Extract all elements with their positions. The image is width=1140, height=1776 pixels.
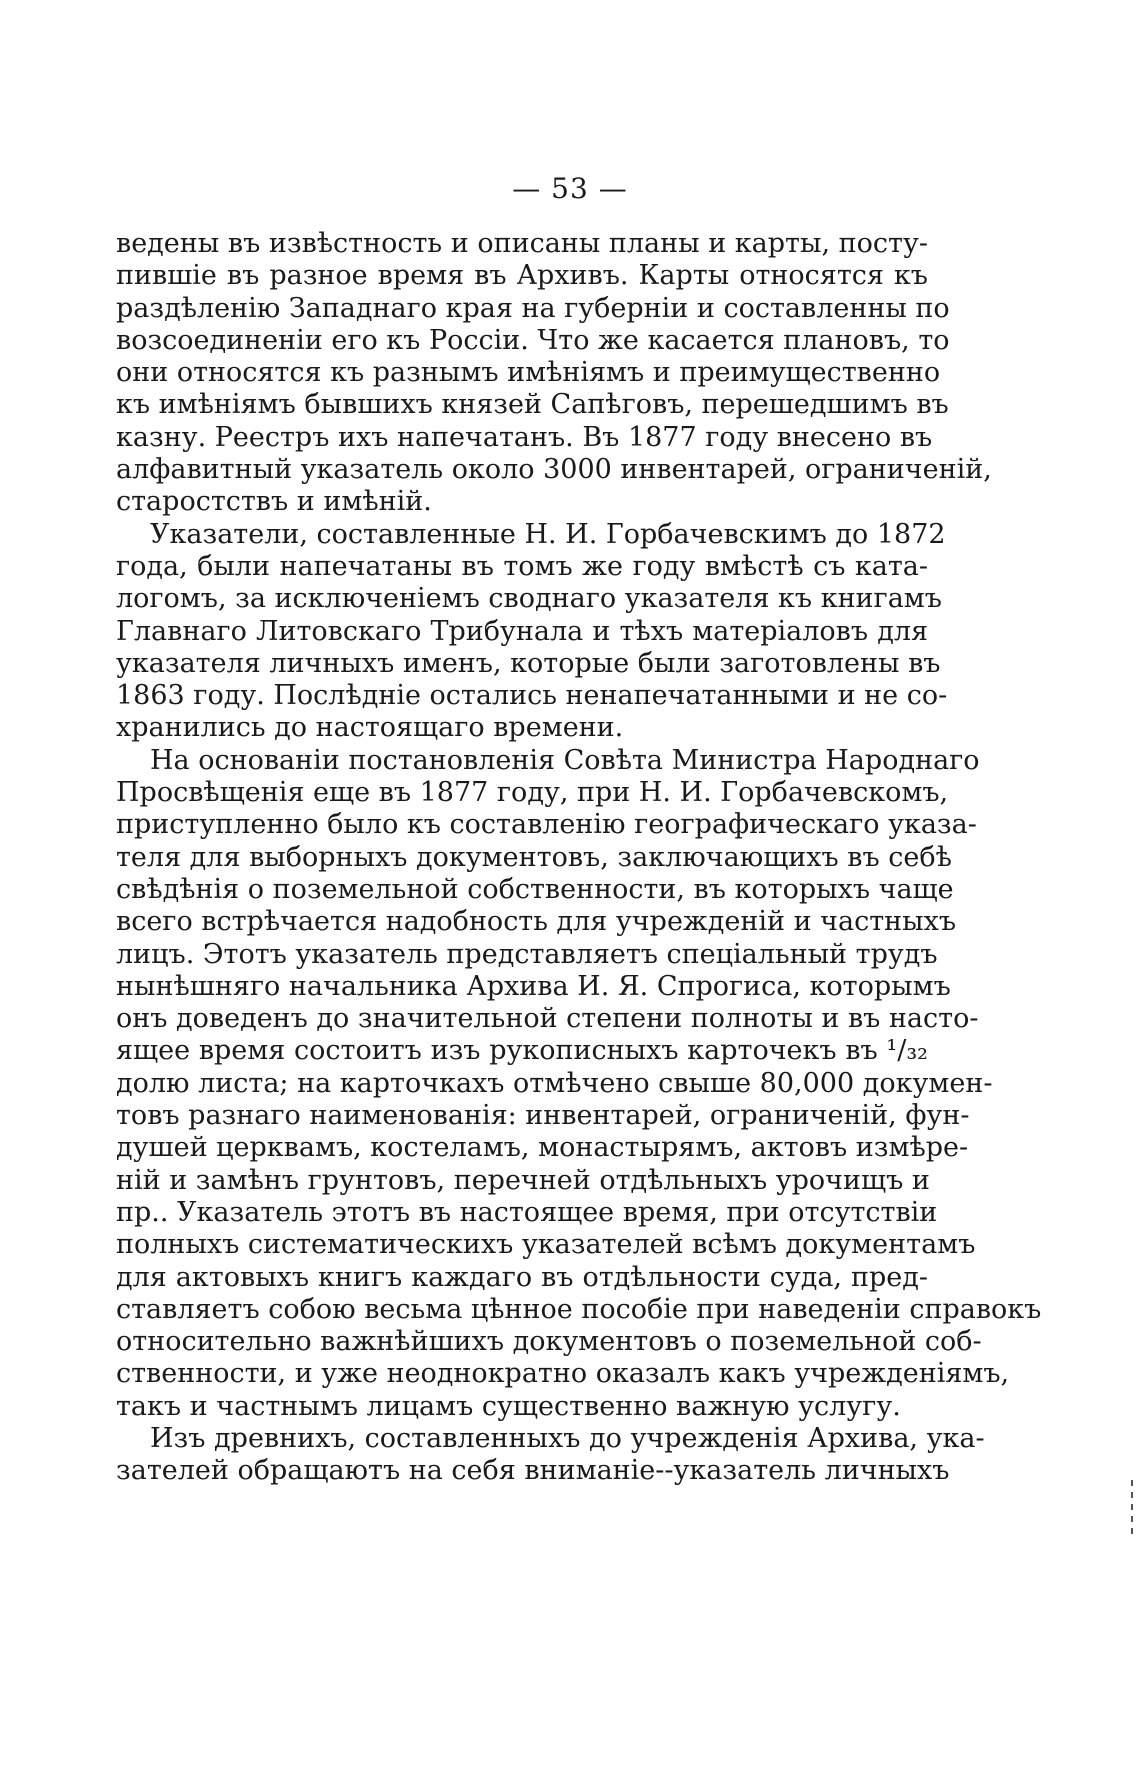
text-line: раздѣленію Западнаго края на губерніи и составленны по bbox=[116, 292, 950, 324]
text-line: алфавитный указатель около 3000 инвентарей, ограниченій, bbox=[116, 454, 992, 486]
text-line: пр.. Указатель этотъ въ настоящее время, при отсутствіи bbox=[116, 1196, 938, 1228]
text-line: ственности, и уже неоднократно оказалъ какъ учрежденіямъ, bbox=[116, 1358, 1010, 1390]
text-line: 1863 году. Послѣдніе остались ненапечатанными и не со- bbox=[116, 680, 948, 712]
paragraph-2 bbox=[116, 518, 948, 745]
text-line: долю листа; на карточкахъ отмѣчено свыше 80,000 докумен- bbox=[116, 1067, 993, 1099]
text-line: они относятся къ разнымъ имѣніямъ и преимущественно bbox=[116, 357, 941, 389]
text-line: На основаніи постановленія Совѣта Министра Народнаго bbox=[150, 744, 980, 776]
text-line: товъ разнаго наименованія: инвентарей, ограниченій, фун- bbox=[116, 1100, 970, 1132]
paragraph-4 bbox=[116, 1422, 985, 1488]
text-line: пившіе въ разное время въ Архивъ. Карты относятся къ bbox=[116, 260, 928, 292]
text-line: ящее время состоитъ изъ рукописныхъ карточекъ въ ¹/₃₂ bbox=[116, 1035, 928, 1067]
text-line: старостствъ и имѣній. bbox=[116, 486, 432, 518]
text-line: теля для выборныхъ документовъ, заключающихъ въ себѣ bbox=[116, 841, 952, 873]
page-number: — 53 — bbox=[512, 172, 628, 205]
text-line: для актовыхъ книгъ каждаго въ отдѣльности суда, пред- bbox=[116, 1261, 928, 1293]
text-line: относительно важнѣйшихъ документовъ о поземельной соб- bbox=[116, 1326, 982, 1358]
text-line: свѣдѣнія о поземельной собственности, въ которыхъ чаще bbox=[116, 873, 954, 905]
text-line: казну. Реестръ ихъ напечатанъ. Въ 1877 году внесено въ bbox=[116, 421, 933, 453]
text-line: зателей обращаютъ на себя вниманіе--указатель личныхъ bbox=[116, 1455, 950, 1487]
text-line: Изъ древнихъ, составленныхъ до учрежденія Архива, ука- bbox=[150, 1422, 985, 1454]
text-line: Главнаго Литовскаго Трибунала и тѣхъ матеріаловъ для bbox=[116, 615, 928, 647]
text-line: логомъ, за исключеніемъ своднаго указателя къ книгамъ bbox=[116, 583, 942, 615]
text-line: такъ и частнымъ лицамъ существенно важную услугу. bbox=[116, 1390, 901, 1422]
paragraph-1 bbox=[116, 228, 992, 519]
body-text bbox=[116, 228, 1042, 1488]
text-line: ведены въ извѣстность и описаны планы и карты, посту- bbox=[116, 228, 928, 259]
text-line: душей церквамъ, костеламъ, монастырямъ, актовъ измѣре- bbox=[116, 1132, 969, 1164]
text-line: приступленно было къ составленію географическаго указа- bbox=[116, 809, 977, 841]
text-line: всего встрѣчается надобность для учрежденій и частныхъ bbox=[116, 906, 957, 938]
text-line: къ имѣніямъ бывшихъ князей Сапѣговъ, перешедшимъ въ bbox=[116, 389, 949, 421]
text-line: полныхъ систематическихъ указателей всѣмъ документамъ bbox=[116, 1229, 976, 1261]
text-line: ставляетъ собою весьма цѣнное пособіе при наведеніи справокъ bbox=[116, 1293, 1042, 1325]
text-line: Просвѣщенія еще въ 1877 году, при Н. И. Горбачевскомъ, bbox=[116, 777, 949, 809]
text-line: онъ доведенъ до значительной степени полноты и въ насто- bbox=[116, 1003, 979, 1035]
text-line: ній и замѣнъ грунтовъ, перечней отдѣльныхъ урочищъ и bbox=[116, 1164, 930, 1196]
text-line: нынѣшняго начальника Архива И. Я. Спрогиса, которымъ bbox=[116, 970, 951, 1002]
text-line: указателя личныхъ именъ, которые были заготовлены въ bbox=[116, 647, 941, 679]
text-line: года, были напечатаны въ томъ же году вмѣстѣ съ ката- bbox=[116, 550, 928, 582]
text-line: лицъ. Этотъ указатель представляетъ спеціальный трудъ bbox=[116, 938, 938, 970]
paragraph-3 bbox=[116, 744, 1042, 1423]
text-line: хранились до настоящаго времени. bbox=[116, 712, 624, 744]
text-line: возсоединеніи его къ Россіи. Что же касается плановъ, то bbox=[116, 324, 950, 356]
margin-scan-mark bbox=[1131, 1480, 1133, 1540]
text-line: Указатели, составленные Н. И. Горбачевскимъ до 1872 bbox=[150, 518, 946, 550]
